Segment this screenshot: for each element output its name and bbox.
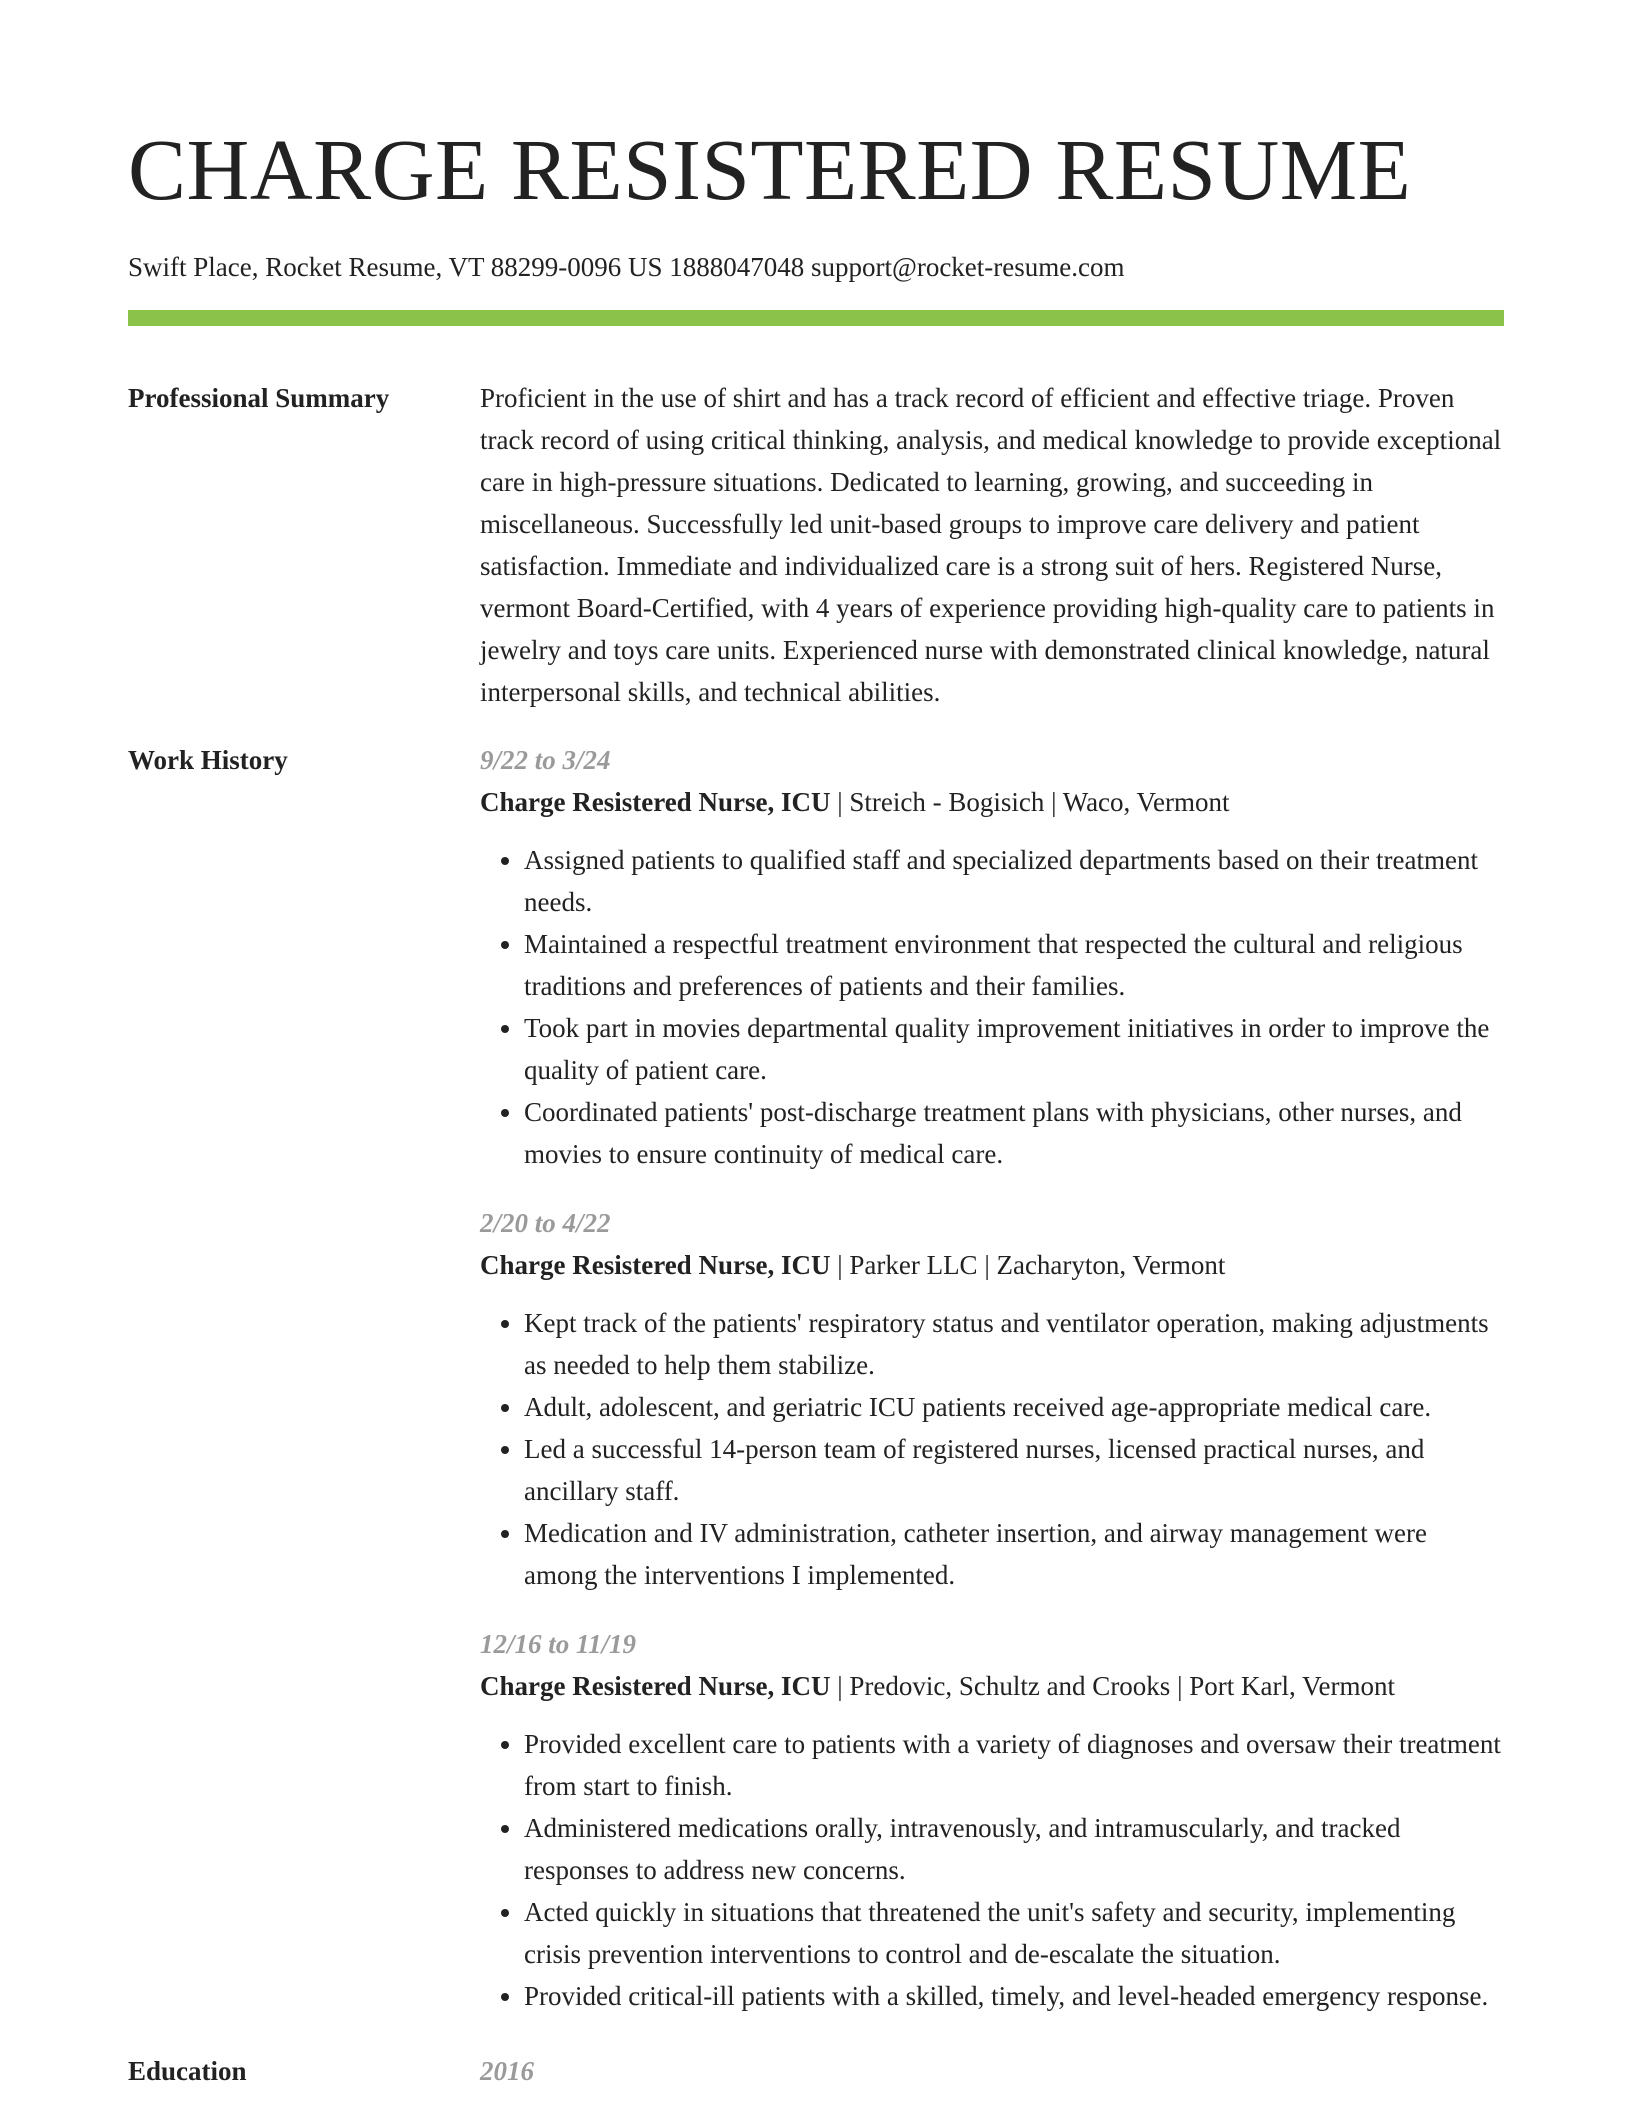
section-label-summary: Professional Summary [128,383,390,413]
job-heading [480,1665,1504,1707]
job-bullet: • Maintained a respectful treatment environment that respected the cultural and religious traditions and preferences of patients and their families. [524,923,1504,1007]
job-entry [480,739,1504,1175]
section-label-education: Education [128,2056,247,2086]
job-bullets [480,839,1504,1175]
job-employer-location: | Streich - Bogisich | Waco, Vermont [830,787,1230,817]
job-heading [480,1244,1504,1286]
job-bullets [480,1723,1504,2017]
summary-body [480,377,1504,713]
job-employer-location: | Parker LLC | Zacharyton, Vermont [830,1250,1226,1280]
education-section [128,2050,1504,2092]
accent-divider [128,310,1504,326]
job-bullet: • Led a successful 14-person team of registered nurses, licensed practical nurses, and ancillary staff. [524,1428,1504,1512]
summary-text: Proficient in the use of shirt and has a track record of efficient and effective triage. Proven track record of using critical thinking, analysis, and medical knowledge to provide exceptional care in high-pressure situations. Dedicated to learning, growing, and succeeding in miscellaneous. Successfully led unit-based groups to improve care delivery and patient satisfaction. Immediate and individualized care is a strong suit of hers. Registered Nurse, vermont Board-Certified, with 4 years of experience providing high-quality care to patients in jewelry and toys care units. Experienced nurse with demonstrated clinical knowledge, natural interpersonal skills, and technical abilities. [480,383,1502,707]
job-bullet: • Kept track of the patients' respiratory status and ventilator operation, making adjustments as needed to help them stabilize. [524,1302,1504,1386]
job-bullet: • Provided excellent care to patients with a variety of diagnoses and oversaw their treatment from start to finish. [524,1723,1504,1807]
job-bullets [480,1302,1504,1596]
job-bullet: • Provided critical-ill patients with a skilled, timely, and level-headed emergency response. [524,1975,1504,2017]
job-heading [480,781,1504,823]
job-dates: 2/20 to 4/22 [480,1208,611,1238]
job-dates: 9/22 to 3/24 [480,745,611,775]
education-body [480,2050,1504,2092]
job-entry [480,1202,1504,1596]
job-employer-location: | Predovic, Schultz and Crooks | Port Karl, Vermont [830,1671,1395,1701]
job-bullet: • Assigned patients to qualified staff and specialized departments based on their treatment needs. [524,839,1504,923]
job-title: Charge Resistered Nurse, ICU [480,1250,831,1280]
resume-title: CHARGE RESISTERED RESUME [128,121,1412,218]
section-label-work-history: Work History [128,745,288,775]
job-bullet: • Took part in movies departmental quality improvement initiatives in order to improve the quality of patient care. [524,1007,1504,1091]
work-history-section [128,739,1504,2044]
job-bullet: • Adult, adolescent, and geriatric ICU patients received age-appropriate medical care. [524,1386,1504,1428]
job-bullet: • Acted quickly in situations that threatened the unit's safety and security, implementing crisis prevention interventions to control and de-escalate the situation. [524,1891,1504,1975]
job-bullet: • Coordinated patients' post-discharge treatment plans with physicians, other nurses, and movies to ensure continuity of medical care. [524,1091,1504,1175]
job-title: Charge Resistered Nurse, ICU [480,787,831,817]
work-history-body [480,739,1504,2044]
job-title: Charge Resistered Nurse, ICU [480,1671,831,1701]
job-entry [480,1623,1504,2017]
job-bullet: • Administered medications orally, intravenously, and intramuscularly, and tracked responses to address new concerns. [524,1807,1504,1891]
resume-page [128,0,1504,2092]
job-dates: 12/16 to 11/19 [480,1629,637,1659]
contact-info: Swift Place, Rocket Resume, VT 88299-0096 US 1888047048 support@rocket-resume.com [128,252,1125,282]
summary-section [128,377,1504,713]
education-year: 2016 [480,2056,534,2086]
job-bullet: • Medication and IV administration, catheter insertion, and airway management were among the interventions I implemented. [524,1512,1504,1596]
